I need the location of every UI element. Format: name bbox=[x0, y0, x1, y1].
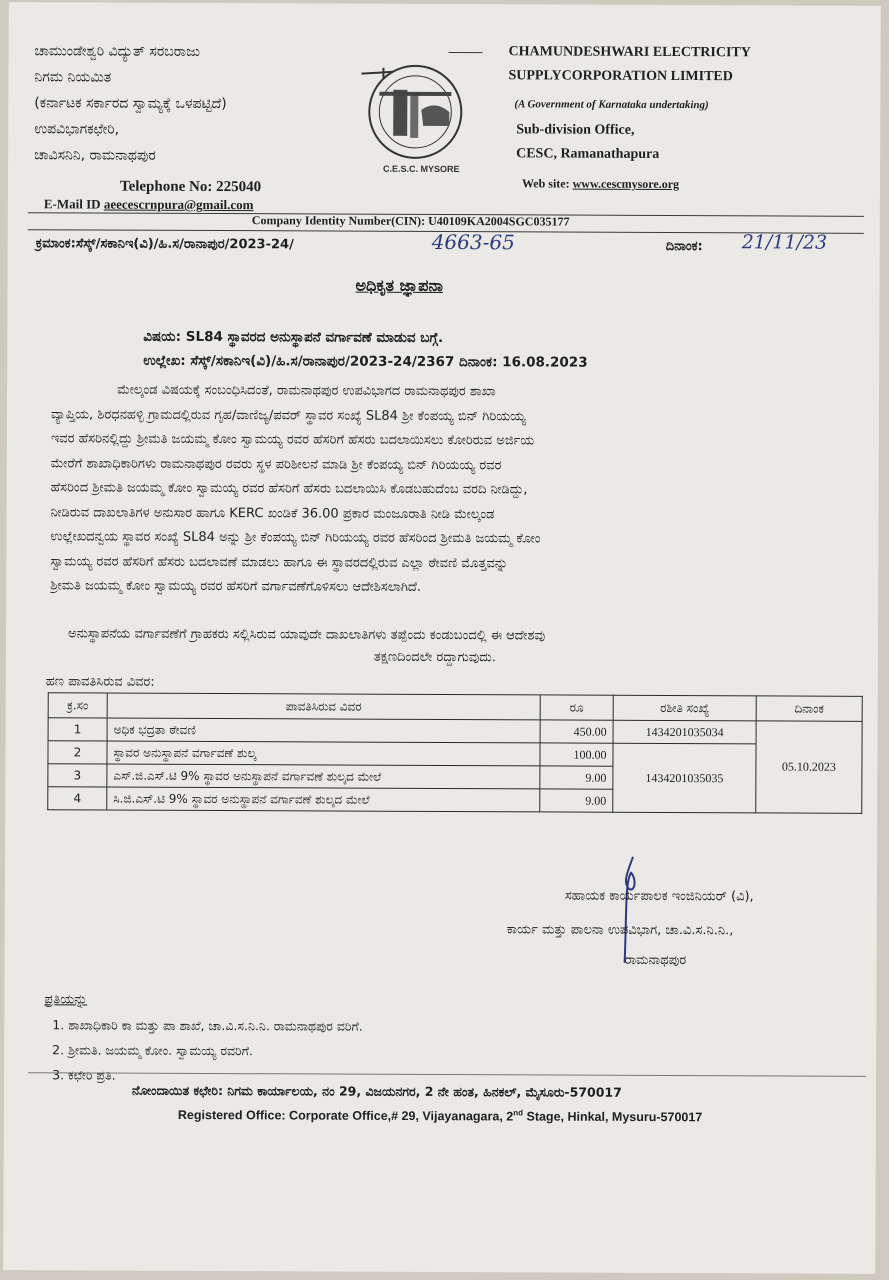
col-header-desc: ಪಾವತಿಸಿರುವ ವಿವರ bbox=[107, 693, 540, 720]
header-english bbox=[508, 40, 751, 89]
logo-text: C.E.S.C. MYSORE bbox=[383, 163, 460, 175]
handwritten-ref-number: 4663-65 bbox=[431, 229, 515, 255]
header-kannada bbox=[34, 38, 227, 169]
header-kn-line: ಉಪವಿಭಾಗಕಛೇರಿ, bbox=[34, 121, 120, 138]
body-line: ನೀಡಿರುವ ದಾಖಲಾತಿಗಳ ಅನುಸಾರ ಹಾಗೂ KERC ಖಂಡಿಕೆ 36.00 ಪ್ರಕಾರ ಮಂಜೂರಾತಿ ನೀಡಿ ಮೇಲ್ಕಂಡ bbox=[50, 504, 495, 522]
cell-amount: 450.00 bbox=[540, 720, 613, 743]
reference: ಉಲ್ಲೇಖ: ಸೆಸ್ಕ್/ಸಕಾನಿಇ(ವಿ)/ಹಿ.ಸ/ರಾನಾಪುರ/2023-24/2367 ದಿನಾಂಕ: 16.08.2023 bbox=[143, 352, 588, 371]
email-label: E-Mail ID bbox=[43, 196, 101, 212]
body-line: ಇವರ ಹೆಸರಿನಲ್ಲಿದ್ದು ಶ್ರೀಮತಿ ಜಯಮ್ಮ ಕೋಂ ಸ್ವಾಮಯ್ಯ ರವರ ಹೆಸರಿಗೆ ಹೆಸರು ಬದಲಾಯಿಸಲು ಕೋರಿರುವ ಅರ್ಜಿಯ bbox=[50, 431, 535, 449]
col-header-amount: ರೂ bbox=[540, 695, 613, 720]
col-header-sl: ಕ್ರ.ಸಂ bbox=[48, 693, 107, 718]
header-kn-line: (ಕರ್ನಾಟಕ ಸರ್ಕಾರದ ಸ್ವಾಮ್ಯಕ್ಕೆ ಒಳಪಟ್ಟಿದೆ) bbox=[34, 95, 227, 113]
cell-receipt: 1434201035035 bbox=[613, 743, 756, 813]
list-item: 2. ಶ್ರೀಮತಿ. ಜಯಮ್ಮ ಕೋಂ. ಸ್ವಾಮಯ್ಯ ರವರಿಗೆ. bbox=[52, 1042, 253, 1059]
table-header-row bbox=[48, 693, 862, 722]
header-office: Sub-division Office, bbox=[516, 122, 635, 138]
memo-title: ಅಧಿಕೃತ ಜ್ಞಾಪನಾ bbox=[355, 275, 444, 296]
header-en-line: SUPPLYCORPORATION LIMITED bbox=[508, 68, 733, 85]
body-line: ಉಲ್ಲೇಖದನ್ವಯ ಸ್ಥಾವರ ಸಂಖ್ಯೆ SL84 ಅನ್ನು ಶ್ರೀ ಕೆಂಪಯ್ಯ ಬಿನ್ ಗಿರಿಯಯ್ಯ ರವರ ಹೆಸರಿಂದ ಶ್ರೀಮತಿ ಜಯಮ್ಮ ಕೋಂ bbox=[50, 529, 541, 547]
body-line: ವ್ಯಾಪ್ತಿಯ, ಶಿರಧನಹಳ್ಳಿ ಗ್ರಾಮದಲ್ಲಿರುವ ಗೃಹ/ವಾಣಿಜ್ಯ/ಪವರ್ ಸ್ಥಾವರ ಸಂಖ್ಯೆ SL84 ಶ್ರೀ ಕೆಂಪಯ್ಯ ಬಿನ್ ಗಿರಿಯಯ್ಯ bbox=[50, 406, 526, 424]
footer-en-sup: nd bbox=[513, 1108, 524, 1118]
cell-receipt: 1434201035034 bbox=[613, 720, 756, 744]
header-kn-line: ಚಾವಿಸನಿನಿ, ರಾಮನಾಥಪುರ bbox=[34, 147, 156, 164]
letter-page bbox=[3, 2, 881, 1274]
condition-line: ಅನುಸ್ಥಾಪನೆಯ ವರ್ಗಾವಣೆಗೆ ಗ್ರಾಹಕರು ಸಲ್ಲಿಸಿರುವ ಯಾವುದೇ ದಾಖಲಾತಿಗಳು ತಪ್ಪೆಂದು ಕಂಡುಬಂದಲ್ಲಿ ಈ ಆದೇಶವು bbox=[67, 626, 546, 644]
cell-amount: 100.00 bbox=[540, 743, 613, 766]
cell-amount: 9.00 bbox=[540, 766, 613, 789]
footer-english bbox=[178, 1107, 702, 1124]
body-line: ಮೇರೆಗೆ ಶಾಖಾಧಿಕಾರಿಗಳು ರಾಮನಾಥಪುರ ರವರು ಸ್ಥಳ ಪರಿಶೀಲನೆ ಮಾಡಿ ಶ್ರೀ ಕೆಂಪಯ್ಯ ಬಿನ್ ಗಿರಿಯಯ್ಯ ರವರ bbox=[50, 455, 502, 473]
header-govt: (A Government of Karnataka undertaking) bbox=[514, 98, 709, 112]
copies-heading: ಪ್ರತಿಯನ್ನು bbox=[44, 992, 88, 1008]
cesc-logo bbox=[353, 62, 484, 183]
cell-sl: 4 bbox=[48, 787, 107, 810]
col-header-receipt: ರಶೀತಿ ಸಂಖ್ಯೆ bbox=[613, 695, 756, 721]
cell-desc: ಅಧಿಕ ಭದ್ರತಾ ಠೇವಣಿ bbox=[107, 718, 540, 743]
copies-list bbox=[52, 1012, 363, 1088]
header-place: CESC, Ramanathapura bbox=[516, 146, 660, 162]
header-kn-line: ನಿಗಮ ನಿಯಮಿತ bbox=[34, 69, 112, 86]
cell-desc: ಸಿ.ಜಿ.ಎಸ್.ಟಿ 9% ಸ್ಥಾವರ ಅನುಸ್ಥಾಪನೆ ವರ್ಗಾವಣೆ ಶುಲ್ಕದ ಮೇಲೆ bbox=[107, 787, 540, 812]
cell-sl: 3 bbox=[48, 764, 107, 787]
col-header-date: ದಿನಾಂಕ bbox=[756, 696, 862, 721]
body-line: ಸ್ವಾಮಯ್ಯ ರವರ ಹೆಸರಿಗೆ ಹೆಸರು ಬದಲಾವಣೆ ಮಾಡಲು ಹಾಗೂ ಈ ಸ್ಥಾವರದಲ್ಲಿರುವ ಎಲ್ಲಾ ಠೇವಣಿ ಮೊತ್ತವನ್ನು bbox=[50, 553, 508, 571]
cell-sl: 2 bbox=[48, 741, 107, 764]
footer-en-prefix: Registered Office: Corporate Office,# 29, Vijayanagara, 2 bbox=[177, 1108, 514, 1124]
payment-heading: ಹಣ ಪಾವತಿಸಿರುವ ವಿವರ: bbox=[45, 674, 155, 690]
website-link[interactable]: www.cescmysore.org bbox=[572, 176, 680, 192]
list-item: 3. ಕಛೇರಿ ಪ್ರತಿ. bbox=[52, 1067, 116, 1083]
cell-amount: 9.00 bbox=[540, 789, 613, 812]
website-label: Web site: bbox=[521, 176, 570, 191]
body-paragraph bbox=[50, 378, 861, 602]
subject: ವಿಷಯ: SL84 ಸ್ಥಾವರದ ಅನುಸ್ಥಾಪನೆ ವರ್ಗಾವಣೆ ಮಾಡುವ ಬಗ್ಗೆ. bbox=[143, 328, 444, 347]
footer-en-suffix: Stage, Hinkal, Mysuru-570017 bbox=[522, 1109, 703, 1125]
handwritten-date: 21/11/23 bbox=[741, 231, 828, 254]
cell-date: 05.10.2023 bbox=[756, 721, 862, 813]
condition-line-2: ತಕ್ಷಣದಿಂದಲೇ ರದ್ದಾಗುವುದು. bbox=[373, 649, 496, 666]
body-line: ಹೆಸರಿಂದ ಶ್ರೀಮತಿ ಜಯಮ್ಮ ಕೋಂ ಸ್ವಾಮಯ್ಯ ರವರ ಹೆಸರಿಗೆ ಹೆಸರು ಬದಲಾಯಿಸಿ ಕೊಡಬಹುದೆಂಬ ವರದಿ ನೀಡಿದ್ದು, bbox=[50, 480, 528, 498]
header-kn-line: ಚಾಮುಂಡೇಶ್ವರಿ ವಿದ್ಯುತ್ ಸರಬರಾಜು bbox=[34, 43, 200, 60]
telephone: Telephone No: 225040 bbox=[119, 178, 262, 196]
list-item: 1. ಶಾಖಾಧಿಕಾರಿ ಕಾ ಮತ್ತು ಪಾ ಶಾಖೆ, ಚಾ.ವಿ.ಸ.ನಿ.ನಿ. ರಾಮನಾಥಪುರ ವರಿಗೆ. bbox=[52, 1017, 363, 1034]
cell-desc: ಸ್ಥಾವರ ಅನುಸ್ಥಾಪನೆ ವರ್ಗಾವಣೆ ಶುಲ್ಕ bbox=[107, 741, 540, 766]
cin: Company Identity Number(CIN): U40109KA2004SGC035177 bbox=[251, 213, 570, 229]
body-line: ಶ್ರೀಮತಿ ಜಯಮ್ಮ ಕೋಂ ಸ್ವಾಮಯ್ಯ ರವರ ಹೆಸರಿಗೆ ವರ್ಗಾವಣೆಗೊಳಿಸಲು ಆದೇಶಿಸಲಾಗಿದೆ. bbox=[50, 578, 422, 595]
cell-sl: 1 bbox=[48, 718, 107, 741]
signature-office: ಕಾರ್ಯ ಮತ್ತು ಪಾಲನಾ ಉಪವಿಭಾಗ, ಚಾ.ವಿ.ಸ.ನಿ.ನಿ., bbox=[506, 922, 734, 939]
email-link[interactable]: aeecescrnpura@gmail.com bbox=[103, 196, 254, 213]
footer-kannada: ನೋಂದಾಯಿತ ಕಛೇರಿ: ನಿಗಮ ಕಾರ್ಯಾಲಯ, ನಂ 29, ವಿಜಯನಗರ, 2 ನೇ ಹಂತ, ಹಿನಕಲ್, ಮೈಸೂರು-570017 bbox=[131, 1082, 622, 1100]
email-line bbox=[44, 196, 254, 213]
cell-desc: ಎಸ್.ಜಿ.ಎಸ್.ಟಿ 9% ಸ್ಥಾವರ ಅನುಸ್ಥಾಪನೆ ವರ್ಗಾವಣೆ ಶುಲ್ಕದ ಮೇಲೆ bbox=[107, 764, 540, 789]
ref-number: ಕ್ರಮಾಂಕ:ಸೆಸ್ಕ್/ಸಕಾನಿಇ(ವಿ)/ಹಿ.ಸ/ರಾನಾಪುರ/2023-24/ bbox=[35, 236, 294, 253]
signature-designation: ಸಹಾಯಕ ಕಾರ್ಯಪಾಲಕ ಇಂಜಿನಿಯರ್ (ವಿ), bbox=[564, 888, 754, 905]
payment-table bbox=[47, 692, 863, 814]
signature-place: ರಾಮನಾಥಪುರ bbox=[624, 952, 687, 969]
body-line: ಮೇಲ್ಕಂಡ ವಿಷಯಕ್ಕೆ ಸಂಬಂಧಿಸಿದಂತೆ, ರಾಮನಾಥಪುರ ಉಪವಿಭಾಗದ ರಾಮನಾಥಪುರ ಶಾಖಾ bbox=[51, 382, 496, 400]
website-line bbox=[522, 176, 679, 192]
header-en-line: CHAMUNDESHWARI ELECTRICITY bbox=[508, 44, 751, 61]
date-label: ದಿನಾಂಕ: bbox=[665, 238, 703, 255]
